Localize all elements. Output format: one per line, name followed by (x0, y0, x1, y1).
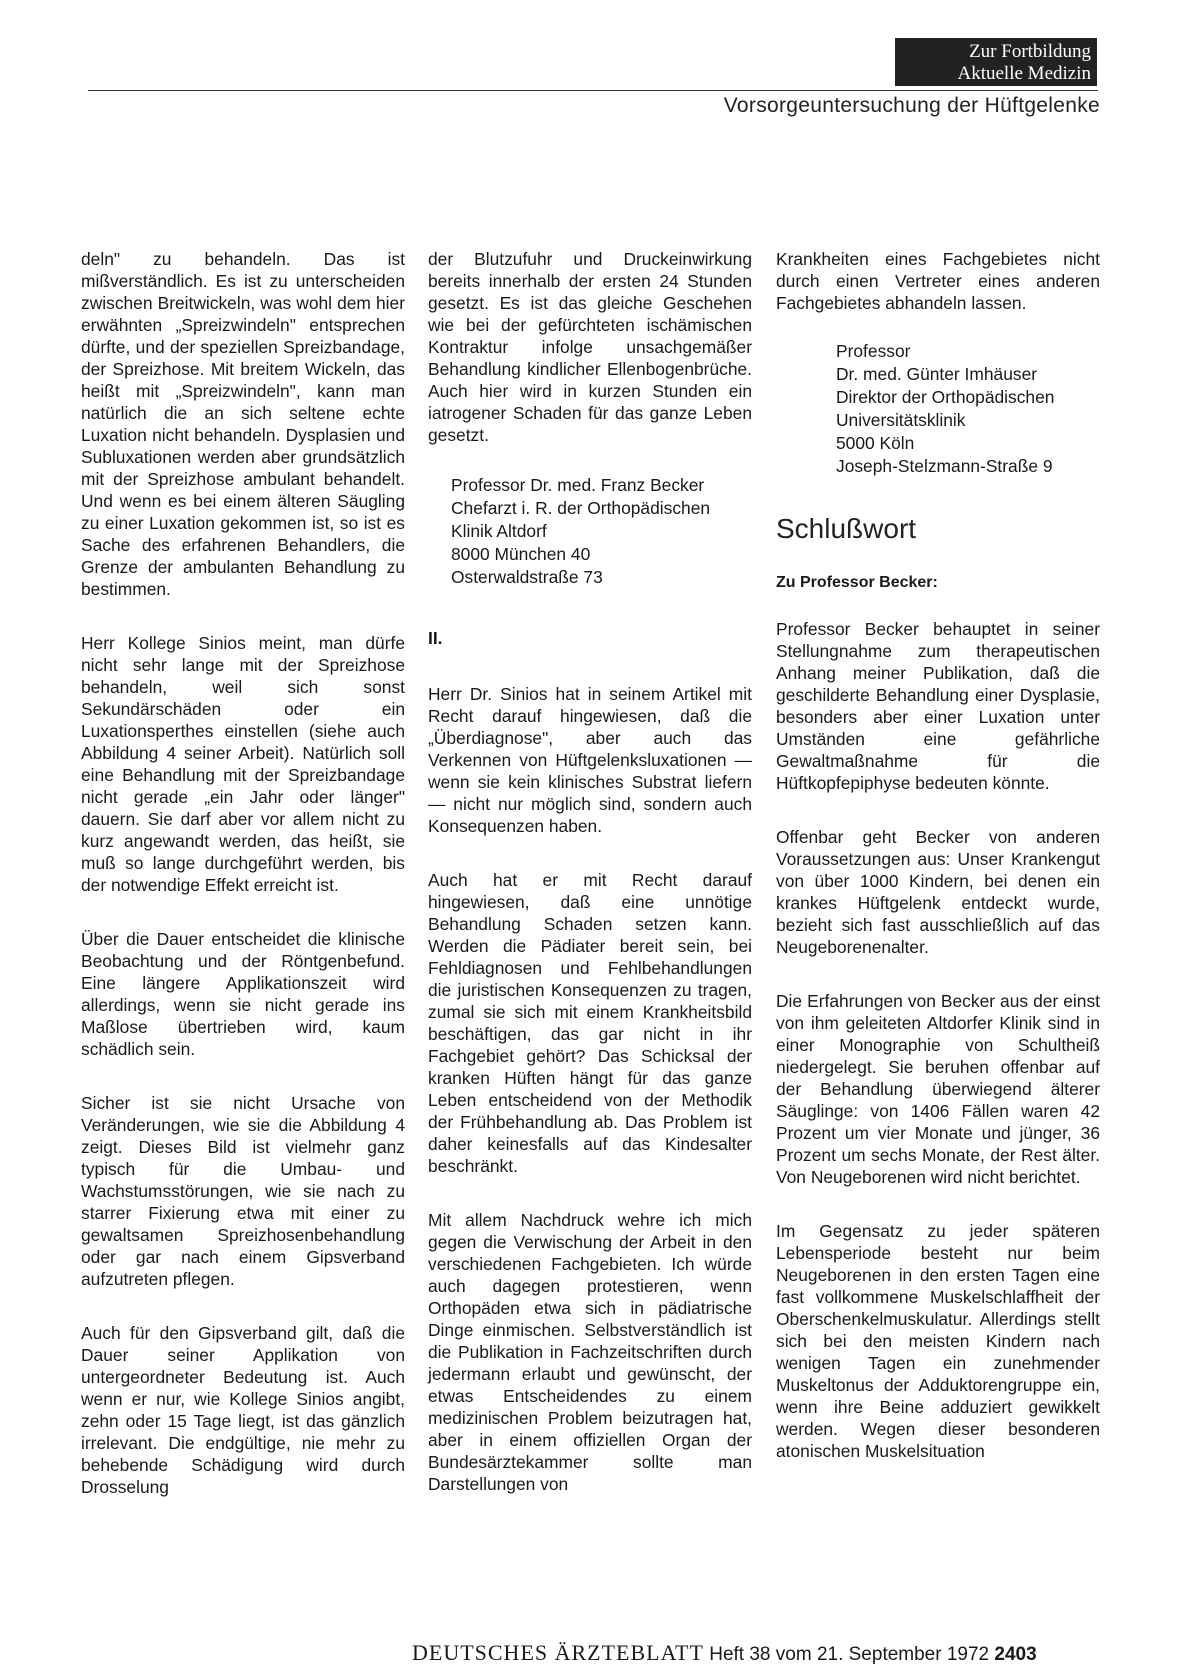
paragraph: Herr Kollege Sinios meint, man dürfe nicht sehr lange mit der Spreizhose behandeln, weil sich sonst Sekundärschäden oder ein Luxationsperthes einstellen (siehe auch Abbildung 4 seiner Arbeit). Natürlich soll eine Behandlung mit der Spreizbandage nicht gerade „ein Jahr oder länger" dauern. Sie darf aber vor allem nicht zu kurz angewandt werden, das heißt, sie muß so lange durchgeführt werden, bis der notwendige Effekt erreicht ist. (81, 633, 405, 895)
running-header: Vorsorgeuntersuchung der Hüftgelenke (723, 94, 1100, 117)
address-line: Chefarzt i. R. der Orthopädischen (451, 498, 711, 518)
subheading: Zu Professor Becker: (776, 574, 938, 591)
address-line: Dr. med. Günter Imhäuser (836, 364, 1038, 384)
address-line: Professor Dr. med. Franz Becker (451, 475, 705, 495)
issue-info: Heft 38 vom 21. September 1972 (709, 1644, 990, 1665)
address-line: 5000 Köln (836, 433, 915, 453)
address-line: 8000 München 40 (451, 544, 591, 564)
header-rule (88, 90, 1098, 91)
paragraph: Mit allem Nachdruck wehre ich mich gegen die Verwischung der Arbeit in den verschiedenen Fachgebieten. Ich würde auch dagegen protestieren, wenn Orthopäden etwa sich in pädiatrische Dinge einmischen. Selbstverständlich ist die Publikation in Fachzeitschriften durch jedermann erlaubt und gewünscht, der etwas Entscheidendes zu einem medizinischen Problem beizutragen hat, aber in einem offiziellen Organ der Bundesärztekammer sollte man Darstellungen von (428, 1210, 752, 1494)
column-1 (81, 248, 405, 1498)
address-line: Universitätsklinik (836, 410, 966, 430)
paragraph: Professor Becker behauptet in seiner Stellungnahme zum therapeutischen Anhang meiner Publikation, daß die geschilderte Behandlung einer Dysplasie, besonders aber einer Luxation unter Umständen eine gefährliche Gewaltmaßnahme für die Hüftkopfepiphyse bedeuten könnte. (776, 619, 1100, 793)
paragraph: Krankheiten eines Fachgebietes nicht durch einen Vertreter eines anderen Fachgebietes abhandeln lassen. (776, 249, 1100, 313)
paragraph: Herr Dr. Sinios hat in seinem Artikel mit Recht darauf hingewiesen, daß die „Überdiagnose", aber auch das Verkennen von Hüftgelenksluxationen — wenn sie kein klinisches Substrat liefern — nicht nur möglich sind, sondern auch Konsequenzen haben. (428, 684, 752, 836)
column-3 (776, 248, 1100, 1462)
column-2 (428, 248, 752, 1495)
address-line: Osterwaldstraße 73 (451, 567, 603, 587)
badge-line-1: Zur Fortbildung (969, 41, 1091, 62)
paragraph: Im Gegensatz zu jeder späteren Lebensperiode besteht nur beim Neugeborenen in den ersten Tagen eine fast vollkommene Muskelschlaffheit der Oberschenkelmuskulatur. Allerdings stellt sich bei den meisten Kindern nach wenigen Tagen ein zunehmender Muskeltonus der Adduktorengruppe ein, wenn ihre Beine adduziert gewikkelt werden. Wegen dieser besonderen atonischen Muskelsituation (776, 1221, 1100, 1461)
author-address-imhaeuser (776, 340, 1100, 478)
page-number: 2403 (994, 1644, 1037, 1665)
page-footer (412, 1640, 1037, 1666)
section-heading: Schlußwort (776, 513, 917, 544)
section-number: II. (428, 628, 443, 648)
paragraph: Über die Dauer entscheidet die klinische Beobachtung und der Röntgenbefund. Eine längere Applikationszeit wird allerdings, wenn sie nicht gerade ins Maßlose übertrieben wird, kaum schädlich sein. (81, 929, 405, 1059)
address-line: Klinik Altdorf (451, 521, 547, 541)
badge-line-2: Aktuelle Medizin (957, 63, 1091, 84)
address-line: Professor (836, 341, 911, 361)
paragraph: deln" zu behandeln. Das ist mißverständlich. Es ist zu unterscheiden zwischen Breitwickeln, was wohl dem hier erwähnten „Spreizwindeln" entsprechen dürfte, und der speziellen Spreizbandage, der Spreizhose. Mit breitem Wickeln, das heißt mit „Spreizwindeln", kann man natürlich die an sich seltene echte Luxation nicht behandeln. Dysplasien und Subluxationen werden aber grundsätzlich mit der Spreizhose ambulant behandelt. Und wenn es bei einem älteren Säugling zu einer Luxation gekommen ist, so ist es Sache des erfahrenen Behandlers, die Grenze der ambulanten Behandlung zu bestimmen. (81, 249, 405, 599)
paragraph: Sicher ist sie nicht Ursache von Veränderungen, wie sie die Abbildung 4 zeigt. Dieses Bild ist vielmehr ganz typisch für die Umbau- und Wachstumsstörungen, wie sie nach zu starrer Fixierung etwa mit einer zu gewaltsamen Spreizhosenbehandlung oder gar nach einem Gipsverband aufzutreten pflegen. (81, 1093, 405, 1289)
publication-name: DEUTSCHES ÄRZTEBLATT (412, 1640, 704, 1665)
paragraph: Auch hat er mit Recht darauf hingewiesen, daß eine unnötige Behandlung Schaden setzen kann. Werden die Pädiater bereit sein, bei Fehldiagnosen und Fehlbehandlungen die juristischen Konsequenzen zu tragen, zumal sie sich mit einem Krankheitsbild beschäftigen, das gar nicht in ihr Fachgebiet gehört? Das Schicksal der kranken Hüften hängt für das ganze Leben entscheidend von der Methodik der Frühbehandlung ab. Das Problem ist daher keinesfalls auf das Kindesalter beschränkt. (428, 870, 752, 1176)
paragraph: Offenbar geht Becker von anderen Voraussetzungen aus: Unser Krankengut von über 1000 Kindern, bei denen ein krankes Hüftgelenk entdeckt wurde, bezieht sich fast ausschließlich auf das Neugeborenenalter. (776, 827, 1100, 957)
address-line: Joseph-Stelzmann-Straße 9 (836, 456, 1053, 476)
author-address-becker (428, 474, 752, 589)
paragraph: Die Erfahrungen von Becker aus der einst von ihm geleiteten Altdorfer Klinik sind in einer Monographie von Schultheiß niedergelegt. Sie beruhen offenbar auf der Behandlung überwiegend älterer Säuglinge: von 1406 Fällen waren 42 Prozent um vier Monate und jünger, 36 Prozent um sechs Monate, der Rest älter. Von Neugeborenen wird nicht berichtet. (776, 991, 1100, 1187)
section-badge (895, 38, 1097, 86)
paragraph: der Blutzufuhr und Druckeinwirkung bereits innerhalb der ersten 24 Stunden gesetzt. Es ist das gleiche Geschehen wie bei der gefürchteten ischämischen Kontraktur infolge unsachgemäßer Behandlung kindlicher Ellenbogenbrüche. Auch hier wird in kurzen Stunden ein iatrogener Schaden für das ganze Leben gesetzt. (428, 249, 752, 445)
paragraph: Auch für den Gipsverband gilt, daß die Dauer seiner Applikation von untergeordneter Bedeutung ist. Auch wenn er nur, wie Kollege Sinios angibt, zehn oder 15 Tage liegt, ist das gänzlich irrelevant. Die endgültige, nie mehr zu behebende Schädigung wird durch Drosselung (81, 1323, 405, 1497)
address-line: Direktor der Orthopädischen (836, 387, 1055, 407)
